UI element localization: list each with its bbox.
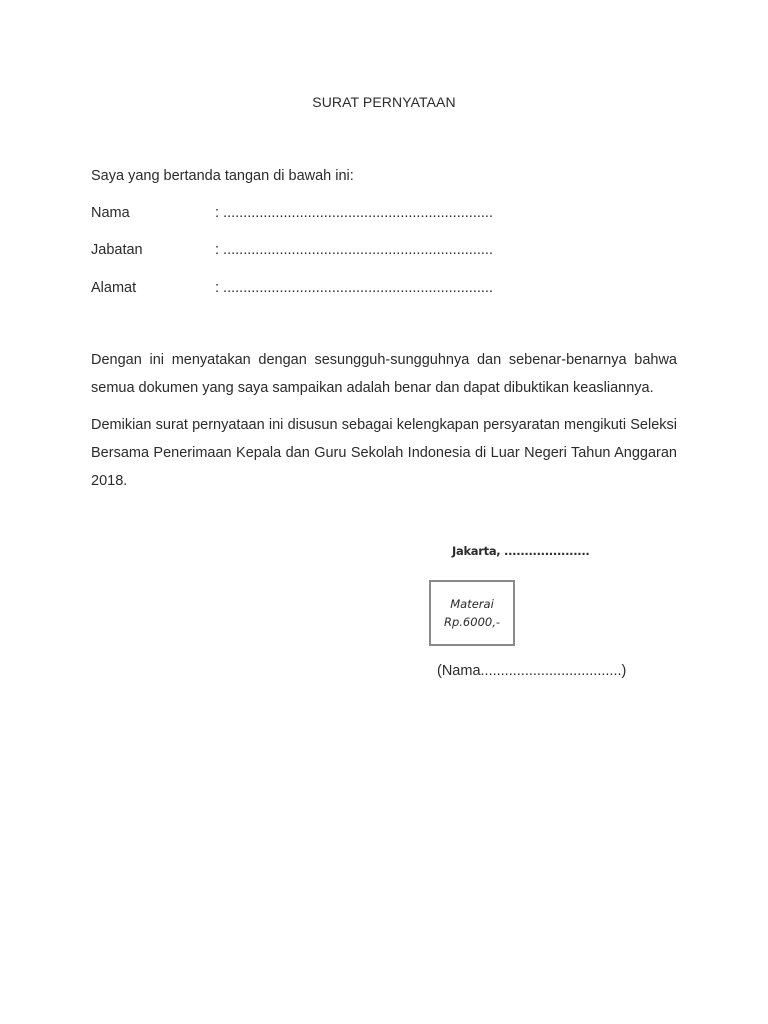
- stamp-line-2: Rp.6000,-: [443, 615, 501, 629]
- signature-name: (Nama...................................): [437, 663, 627, 679]
- field-label: Nama: [91, 205, 130, 221]
- field-alamat: [91, 280, 591, 300]
- field-nama: [91, 205, 591, 225]
- field-value: : ...................................................................: [215, 242, 493, 258]
- field-value: : ...................................................................: [215, 205, 493, 221]
- intro-text: Saya yang bertanda tangan di bawah ini:: [91, 168, 354, 184]
- field-label: Alamat: [91, 280, 137, 296]
- field-jabatan: [91, 242, 591, 262]
- field-value: : ...................................................................: [215, 280, 493, 296]
- field-label: Jabatan: [91, 242, 143, 258]
- place-date: Jakarta, .....................: [452, 544, 590, 558]
- closing-paragraph: Demikian surat pernyataan ini disusun sebagai kelengkapan persyaratan mengikuti Seleksi Bersama Penerimaan Kepala dan Guru Sekolah Indonesia di Luar Negeri Tahun Anggaran 2018.: [91, 417, 677, 489]
- stamp-line-1: Materai: [450, 597, 494, 611]
- document-title: SURAT PERNYATAAN: [312, 94, 456, 110]
- stamp-box: [429, 580, 515, 646]
- statement-paragraph: Dengan ini menyatakan dengan sesungguh-sungguhnya dan sebenar-benarnya bahwa semua dokumen yang saya sampaikan adalah benar dan dapat dibuktikan keasliannya.: [91, 352, 677, 396]
